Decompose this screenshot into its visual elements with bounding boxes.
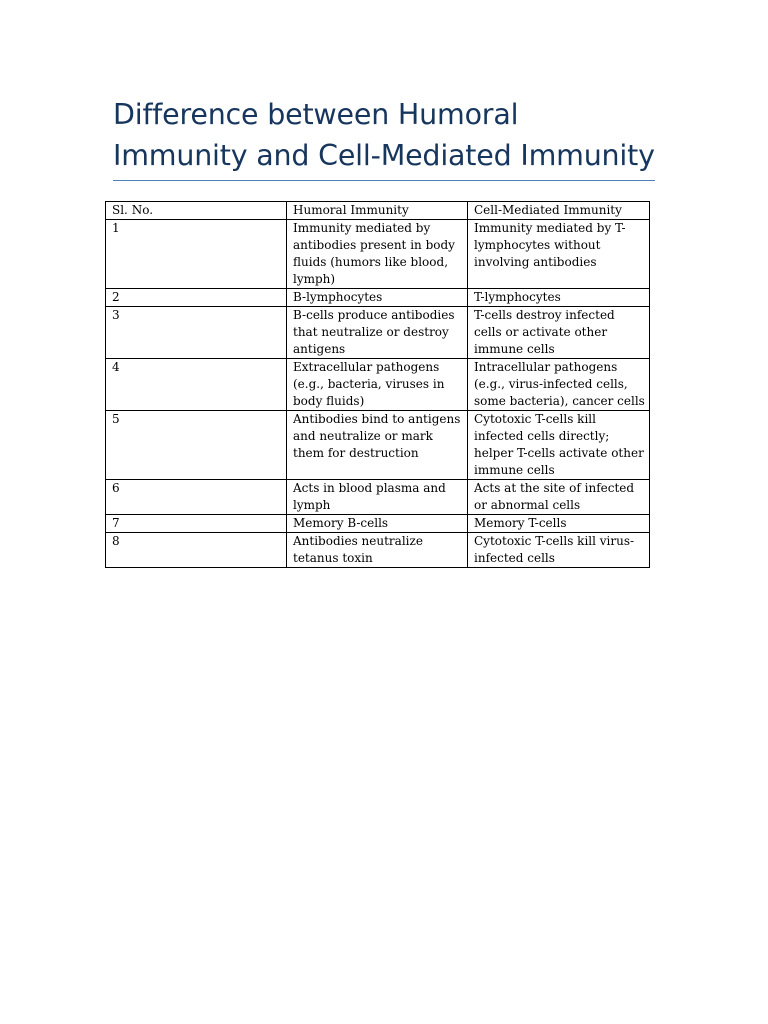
title-underline [113,180,655,181]
table-cell-cell-mediated: T-cells destroy infected cells or activate other immune cells [468,307,650,359]
table-cell-humoral: B-cells produce antibodies that neutralize or destroy antigens [287,307,468,359]
table-cell-sl-no: 2 [106,289,287,307]
table-header-row [106,202,650,220]
table-row [106,515,650,533]
table-cell-cell-mediated: Memory T-cells [468,515,650,533]
table-cell-sl-no: 1 [106,220,287,289]
table-cell-humoral: Extracellular pathogens (e.g., bacteria, viruses in body fluids) [287,359,468,411]
table-cell-humoral: Antibodies bind to antigens and neutralize or mark them for destruction [287,411,468,480]
table-row [106,307,650,359]
table-row [106,359,650,411]
table-cell-humoral: Acts in blood plasma and lymph [287,480,468,515]
table-cell-sl-no: 3 [106,307,287,359]
table-cell-sl-no: 7 [106,515,287,533]
header-cell-cell-mediated: Cell-Mediated Immunity [468,202,650,220]
table-cell-cell-mediated: Intracellular pathogens (e.g., virus-infected cells, some bacteria), cancer cells [468,359,650,411]
table-row [106,289,650,307]
table-cell-cell-mediated: T-lymphocytes [468,289,650,307]
table-cell-sl-no: 6 [106,480,287,515]
document-title: Difference between Humoral Immunity and Cell-Mediated Immunity [113,98,655,172]
table-cell-cell-mediated: Acts at the site of infected or abnormal cells [468,480,650,515]
table-cell-cell-mediated: Cytotoxic T-cells kill infected cells directly; helper T-cells activate other immune cells [468,411,650,480]
comparison-table [105,201,650,568]
table-cell-humoral: B-lymphocytes [287,289,468,307]
table-cell-humoral: Immunity mediated by antibodies present in body fluids (humors like blood, lymph) [287,220,468,289]
table-cell-cell-mediated: Cytotoxic T-cells kill virus-infected cells [468,533,650,568]
table-cell-cell-mediated: Immunity mediated by T-lymphocytes without involving antibodies [468,220,650,289]
table-cell-sl-no: 4 [106,359,287,411]
header-cell-humoral: Humoral Immunity [287,202,468,220]
table-row [106,220,650,289]
table-cell-sl-no: 8 [106,533,287,568]
header-cell-sl-no: Sl. No. [106,202,287,220]
table-row [106,411,650,480]
table-row [106,533,650,568]
table-row [106,480,650,515]
table-cell-humoral: Memory B-cells [287,515,468,533]
table-cell-sl-no: 5 [106,411,287,480]
table-cell-humoral: Antibodies neutralize tetanus toxin [287,533,468,568]
